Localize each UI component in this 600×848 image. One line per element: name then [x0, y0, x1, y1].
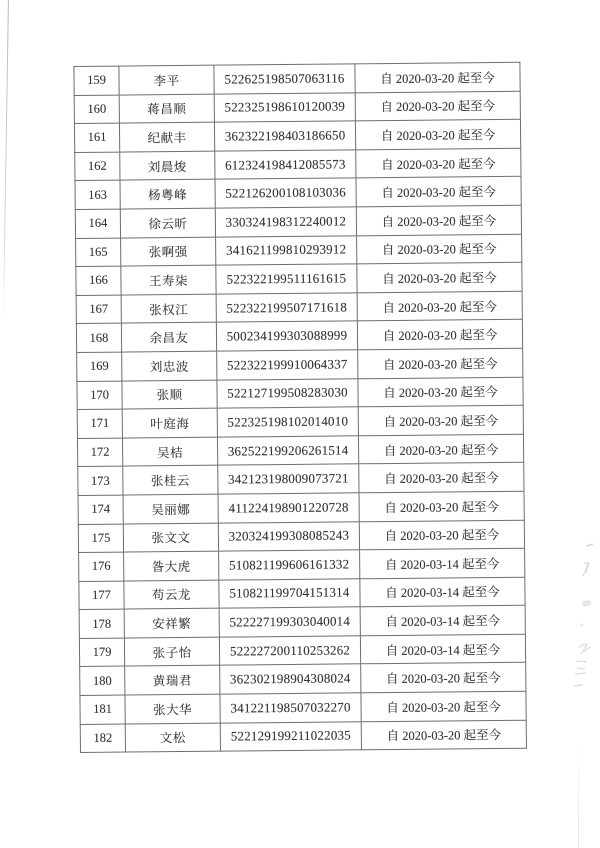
table-row	[77, 405, 523, 438]
person-name: 刘晨焌	[120, 151, 215, 181]
roster-table-body	[74, 62, 527, 752]
person-name: 王寿柒	[121, 265, 216, 295]
scribble-svg	[562, 540, 600, 715]
id-number: 510821199606161332	[219, 550, 360, 580]
validity-period: 自 2020-03-20 起至今	[359, 520, 524, 550]
id-number: 320324199308085243	[218, 521, 359, 551]
page-edge-line-right	[578, 735, 579, 848]
person-name: 吴桔	[122, 437, 217, 467]
row-number: 163	[75, 180, 120, 209]
table-row	[76, 320, 522, 353]
person-name: 张子怡	[124, 637, 219, 667]
row-number: 175	[78, 524, 123, 553]
table-row	[74, 119, 520, 152]
row-number: 178	[79, 609, 124, 638]
roster-table	[73, 62, 527, 754]
id-number: 522127199508283030	[217, 378, 358, 408]
table-row	[75, 177, 521, 210]
person-name: 张大华	[125, 694, 220, 724]
row-number: 180	[80, 667, 125, 696]
row-number: 160	[74, 95, 119, 124]
validity-period: 自 2020-03-20 起至今	[361, 691, 526, 721]
validity-period: 自 2020-03-20 起至今	[355, 91, 520, 121]
validity-period: 自 2020-03-14 起至今	[360, 548, 525, 578]
id-number: 500234199303088999	[216, 321, 357, 351]
validity-period: 自 2020-03-20 起至今	[358, 348, 523, 378]
validity-period: 自 2020-03-20 起至今	[361, 663, 526, 693]
id-number: 341221198507032270	[220, 693, 361, 723]
table-row	[79, 634, 525, 667]
person-name: 刘忠波	[122, 351, 217, 381]
table-row	[78, 463, 524, 496]
table-row	[80, 691, 526, 724]
validity-period: 自 2020-03-20 起至今	[356, 148, 521, 178]
id-number: 522227200110253262	[219, 636, 360, 666]
validity-period: 自 2020-03-20 起至今	[356, 205, 521, 235]
id-number: 522129199211022035	[220, 721, 361, 751]
id-number: 362522199206261514	[217, 436, 358, 466]
validity-period: 自 2020-03-20 起至今	[356, 177, 521, 207]
row-number: 174	[78, 495, 123, 524]
row-number: 172	[77, 438, 122, 467]
id-number: 522325198610120039	[214, 92, 355, 122]
table-row	[76, 291, 522, 324]
person-name: 蒋昌顺	[119, 94, 214, 124]
id-number: 411224198901220728	[218, 493, 359, 523]
table-row	[80, 663, 526, 696]
validity-period: 自 2020-03-20 起至今	[361, 720, 526, 750]
person-name: 吴丽娜	[123, 494, 218, 524]
table-row	[79, 606, 525, 639]
table-row	[77, 348, 523, 381]
validity-period: 自 2020-03-20 起至今	[359, 463, 524, 493]
table-row	[74, 91, 520, 124]
table-row	[80, 720, 526, 753]
validity-period: 自 2020-03-20 起至今	[357, 291, 522, 321]
row-number: 159	[74, 66, 119, 95]
person-name: 张啊强	[121, 237, 216, 267]
row-number: 169	[77, 352, 122, 381]
row-number: 167	[76, 295, 121, 324]
person-name: 余昌友	[121, 323, 216, 353]
id-number: 330324198312240012	[215, 207, 356, 237]
validity-period: 自 2020-03-20 起至今	[355, 119, 520, 149]
id-number: 522625198507063116	[214, 64, 355, 94]
id-number: 341621199810293912	[216, 235, 357, 265]
id-number: 522322199910064337	[217, 350, 358, 380]
row-number: 161	[74, 123, 119, 152]
id-number: 342123198009073721	[218, 464, 359, 494]
table-row	[76, 234, 522, 267]
person-name: 文松	[125, 723, 220, 753]
row-number: 170	[77, 381, 122, 410]
table-row	[77, 377, 523, 410]
person-name: 叶庭海	[122, 408, 217, 438]
row-number: 168	[76, 323, 121, 352]
row-number: 182	[80, 724, 125, 753]
table-row	[77, 434, 523, 467]
validity-period: 自 2020-03-20 起至今	[355, 62, 520, 92]
row-number: 177	[79, 581, 124, 610]
row-number: 171	[77, 409, 122, 438]
validity-period: 自 2020-03-20 起至今	[358, 434, 523, 464]
row-number: 181	[80, 695, 125, 724]
validity-period: 自 2020-03-20 起至今	[357, 234, 522, 264]
row-number: 165	[76, 238, 121, 267]
validity-period: 自 2020-03-14 起至今	[360, 634, 525, 664]
person-name: 昝大虎	[124, 551, 219, 581]
id-number: 612324198412085573	[215, 150, 356, 180]
person-name: 纪献丰	[119, 122, 214, 152]
row-number: 166	[76, 266, 121, 295]
validity-period: 自 2020-03-20 起至今	[359, 491, 524, 521]
row-number: 179	[79, 638, 124, 667]
id-number: 362302198904308024	[220, 664, 361, 694]
id-number: 510821199704151314	[219, 578, 360, 608]
table-row	[74, 62, 520, 95]
id-number: 522227199303040014	[219, 607, 360, 637]
row-number: 162	[75, 152, 120, 181]
person-name: 李平	[119, 65, 214, 95]
table-row	[75, 205, 521, 238]
id-number: 362322198403186650	[214, 121, 355, 151]
id-number: 522322199511161615	[216, 264, 357, 294]
row-number: 173	[78, 466, 123, 495]
margin-scribble-marks	[562, 540, 600, 715]
id-number: 522322199507171618	[216, 293, 357, 323]
row-number: 164	[75, 209, 120, 238]
validity-period: 自 2020-03-20 起至今	[357, 262, 522, 292]
person-name: 安祥繁	[124, 608, 219, 638]
table-row	[75, 148, 521, 181]
person-name: 张权江	[121, 294, 216, 324]
validity-period: 自 2020-03-20 起至今	[357, 320, 522, 350]
person-name: 张文文	[123, 523, 218, 553]
validity-period: 自 2020-03-20 起至今	[358, 377, 523, 407]
row-number: 176	[79, 552, 124, 581]
table-row	[76, 262, 522, 295]
table-row	[78, 491, 524, 524]
table-row	[79, 577, 525, 610]
person-name: 徐云昕	[120, 208, 215, 238]
person-name: 张顺	[122, 380, 217, 410]
person-name: 黄瑞君	[125, 666, 220, 696]
person-name: 苟云龙	[124, 580, 219, 610]
id-number: 522126200108103036	[215, 178, 356, 208]
validity-period: 自 2020-03-20 起至今	[358, 405, 523, 435]
roster-table-container	[73, 62, 518, 753]
page-edge-line-left	[3, 0, 9, 326]
table-row	[79, 548, 525, 581]
validity-period: 自 2020-03-14 起至今	[360, 606, 525, 636]
id-number: 522325198102014010	[217, 407, 358, 437]
table-row	[78, 520, 524, 553]
validity-period: 自 2020-03-14 起至今	[360, 577, 525, 607]
person-name: 张桂云	[123, 465, 218, 495]
person-name: 杨粤峰	[120, 180, 215, 210]
